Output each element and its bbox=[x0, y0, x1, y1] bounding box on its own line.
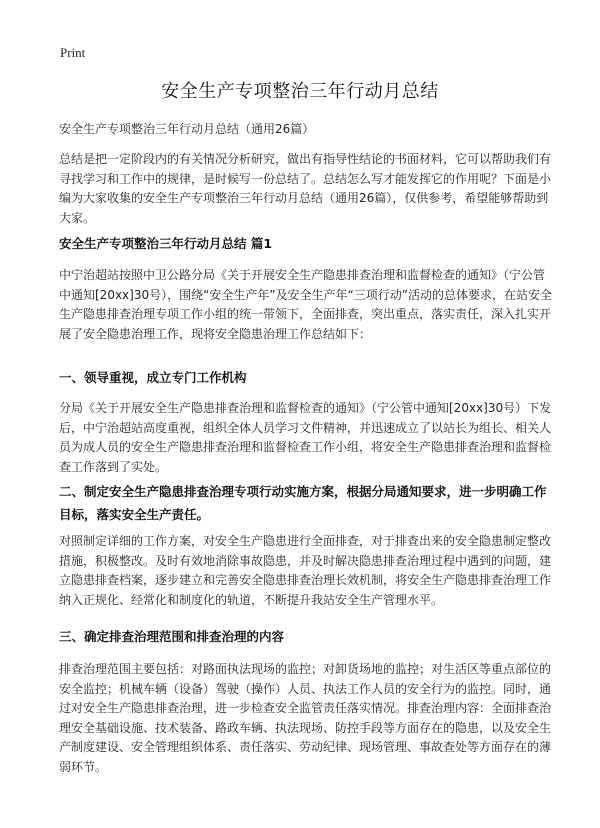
document-subtitle: 安全生产专项整治三年行动月总结（通用26篇） bbox=[59, 122, 315, 136]
page-title: 安全生产专项整治三年行动月总结 bbox=[161, 81, 439, 102]
print-link[interactable]: Print bbox=[60, 45, 86, 60]
paragraph-1: 中宁治超站按照中卫公路分局《关于开展安全生产隐患排查治理和监督检查的通知》（宁公管中通知[20xx]30号），围绕“安全生产年”及安全生产年“三项行动”活动的总体要求，在站安全生产隐患排查治理专项工作小组的统一带领下，全面排查，突出重点，落实责任，深入扎实开展了安全隐患治理工作，现将安全隐患治理工作总结如下： bbox=[59, 268, 552, 341]
paragraph-2: 分局《关于开展安全生产隐患排查治理和监督检查的通知》（宁公管中通知[20xx]30号）下发后，中宁治超站高度重视，组织全体人员学习文件精神，并迅速成立了以站长为组长、相关人员为成人员的安全生产隐患排查治理和监督检查工作小组，将安全生产隐患排查治理和监督检查工作落到了实处。 bbox=[59, 401, 552, 474]
paragraph-4: 排查治理范围主要包括：对路面执法现场的监控；对卸货场地的监控；对生活区等重点部位的安全监控；机械车辆（设备）驾驶（操作）人员、执法工作人员的安全行为的监控。同时，通过对安全生产隐患排查治理，进一步检查安全监管责任落实情况。排查治理内容：全面排查治理安全基础设施、技术装备、路政车辆、执法现场、防控手段等方面存在的隐患，以及安全生产制度建设、安全管理组织体系、责任落实、劳动纪律、现场管理、事故查处等方面存在的薄弱环节。 bbox=[59, 662, 552, 774]
intro-paragraph: 总结是把一定阶段内的有关情况分析研究，做出有指导性结论的书面材料，它可以帮助我们有寻找学习和工作中的规律，是时候写一份总结了。总结怎么写才能发挥它的作用呢？下面是小编为大家收集的安全生产专项整治三年行动月总结（通用26篇），仅供参考，希望能够帮助到大家。 bbox=[59, 152, 552, 225]
section-3-heading: 三、确定排查治理范围和排查治理的内容 bbox=[59, 629, 285, 644]
section-1-heading: 一、领导重视，成立专门工作机构 bbox=[59, 370, 247, 385]
article-heading: 安全生产专项整治三年行动月总结 篇1 bbox=[59, 236, 273, 251]
paragraph-3: 对照制定详细的工作方案，对安全生产隐患进行全面排查，对于排查出来的安全隐患制定整改措施，积极整改。及时有效地消除事故隐患，并及时解决隐患排查治理过程中遇到的问题，建立隐患排查档案，逐步建立和完善安全隐患排查治理长效机制，将安全生产隐患排查治理工作纳入正规化、经常化和制度化的轨道，不断提升我站安全生产管理水平。 bbox=[59, 534, 552, 607]
section-2-heading: 二、制定安全生产隐患排查治理专项行动实施方案，根据分局通知要求，进一步明确工作目标，落实安全生产责任。 bbox=[59, 484, 547, 522]
